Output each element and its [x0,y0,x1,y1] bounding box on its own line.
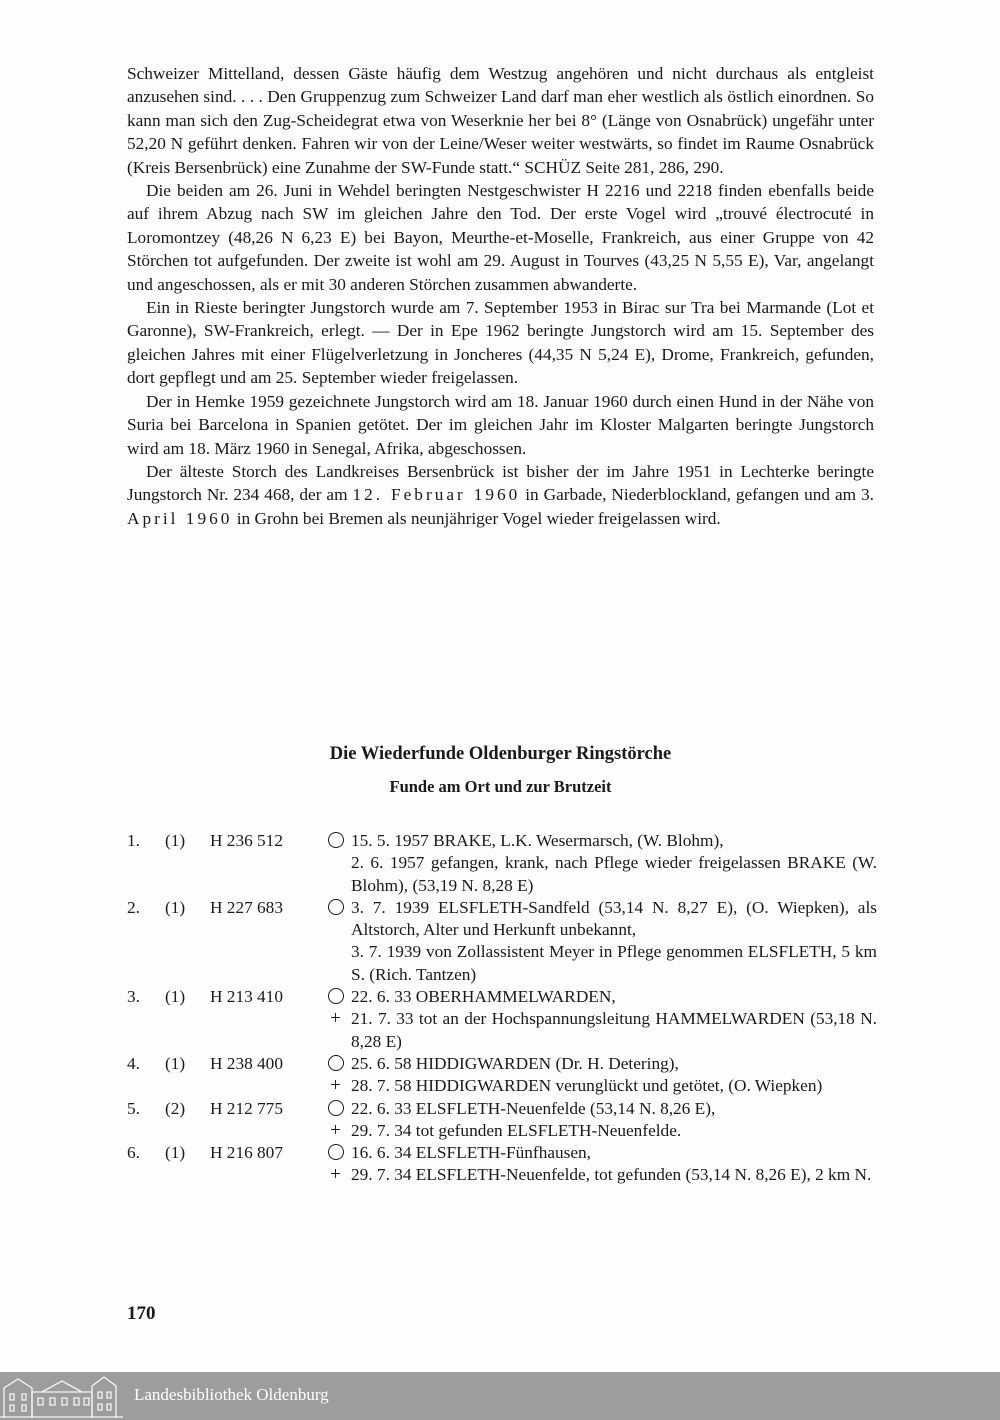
record-number: 6. [127,1143,140,1163]
record-item [127,830,877,897]
record-symbol [320,1142,351,1164]
ring-id: H 212 775 [210,1098,283,1118]
text-span: in Garbade, Niederblockland, gefangen und am 3. [520,485,874,505]
paragraph: Die beiden am 26. Juni in Wehdel beringten Nestgeschwister H 2216 und 2218 finden ebenfalls beide auf ihrem Abzug nach SW im gleichen Jahre den Tod. Der erste Vogel wird „trouvé électrocuté in Loromontzey (48,26 N 6,23 E) bei Bayon, Meurthe-et-Moselle, Frankreich, aus einer Gruppe von 42 Störchen tot aufgefunden. Der zweite ist wohl am 29. August in Tourves (43,25 N 5,55 E), Var, angelangt und angeschossen, als er mit 30 anderen Störchen zusammen abwanderte. [127,181,874,294]
record-symbol [320,897,351,919]
page-number: 170 [127,1303,156,1324]
record-number: 2. [127,897,140,917]
paragraph: Ein in Rieste beringter Jungstorch wurde am 7. September 1953 in Birac sur Tra bei Marmande (Lot et Garonne), SW-Frankreich, erlegt. — Der in Epe 1962 beringte Jungstorch wird am 15. September des gleichen Jahres mit einer Flügelverletzung in Joncheres (44,35 N 5,24 E), Drome, Frankreich, gefunden, dort gepflegt und am 25. September wieder freigelassen. [127,298,874,388]
record-symbol [320,1008,351,1030]
record-count: (1) [165,897,186,917]
record-symbol [320,1120,351,1142]
record-line [127,1142,877,1164]
section-title: Die Wiederfunde Oldenburger Ringstörche [329,744,672,764]
record-text: 2. 6. 1957 gefangen, krank, nach Pflege wieder freigelassen BRAKE (W. Blohm), (53,19 N. 8,28 E) [351,853,877,895]
record-line [127,897,877,942]
ringed-circle-icon [328,988,344,1004]
text-span: Der älteste Storch des Landkreises Bersenbrück ist bisher der im Jahre 1951 in Lechterke beringte Jungstorch Nr. 234 468, der am [127,461,874,505]
record-symbol [320,1075,351,1097]
record-count: (1) [165,987,186,1007]
record-count: (2) [165,1098,186,1118]
record-text: 29. 7. 34 ELSFLETH-Neuenfelde, tot gefunden (53,14 N. 8,26 E), 2 km N. [351,1165,872,1185]
ringed-circle-icon [328,899,344,915]
ring-id: H 238 400 [210,1053,283,1073]
record-symbol [320,1098,351,1120]
spaced-date: 12. Februar 1960 [352,485,521,505]
record-text: 29. 7. 34 tot gefunden ELSFLETH-Neuenfelde. [351,1120,682,1140]
record-text: 15. 5. 1957 BRAKE, L.K. Wesermarsch, (W. Blohm), [351,831,724,850]
footer-bar [0,1372,1000,1420]
record-item [127,897,877,986]
record-item [127,1142,877,1187]
record-text: 22. 6. 33 ELSFLETH-Neuenfelde (53,14 N. 8,26 E), [351,1098,716,1118]
ring-id: H 236 512 [210,831,283,850]
record-line [127,1120,877,1142]
record-symbol [320,830,351,852]
record-item [127,1098,877,1143]
record-symbol [320,1164,351,1186]
record-number: 3. [127,987,140,1007]
record-text: 25. 6. 58 HIDDIGWARDEN (Dr. H. Detering), [351,1053,679,1073]
ring-id: H 227 683 [210,897,283,917]
record-number: 4. [127,1053,140,1073]
record-item [127,986,877,1053]
ringed-circle-icon [328,1144,344,1160]
death-cross-icon: + [330,1075,341,1097]
record-line [127,1098,877,1120]
paragraph-last [127,460,874,530]
record-line [127,1053,877,1075]
spaced-date: April 1960 [127,508,233,528]
record-line [127,852,877,897]
library-name: Landesbibliothek Oldenburg [134,1385,329,1404]
record-text: 3. 7. 1939 von Zollassistent Meyer in Pflege genommen ELSFLETH, 5 km S. (Rich. Tantzen) [351,942,877,984]
library-building-icon [0,1374,123,1418]
record-text: 16. 6. 34 ELSFLETH-Fünfhausen, [351,1143,591,1163]
ring-id: H 213 410 [210,987,283,1007]
record-text: 21. 7. 33 tot an der Hochspannungsleitung HAMMELWARDEN (53,18 N. 8,28 E) [351,1009,877,1051]
record-number: 1. [127,831,140,850]
record-text: 28. 7. 58 HIDDIGWARDEN verunglückt und getötet, (O. Wiepken) [351,1076,823,1096]
record-line [127,1075,877,1097]
record-text: 3. 7. 1939 ELSFLETH-Sandfeld (53,14 N. 8,27 E), (O. Wiepken), als Altstorch, Alter und Herkunft unbekannt, [351,897,877,940]
ringed-circle-icon [328,832,344,848]
ringed-circle-icon [328,1055,344,1071]
record-text: 22. 6. 33 OBERHAMMELWARDEN, [351,987,616,1007]
record-line [127,941,877,986]
record-line [127,1164,877,1186]
section-subtitle: Funde am Ort und zur Brutzeit [389,777,612,796]
record-symbol [320,1053,351,1075]
record-symbol [320,986,351,1008]
record-count: (1) [165,831,186,850]
record-number: 5. [127,1098,140,1118]
death-cross-icon: + [330,1164,341,1186]
record-line [127,830,877,852]
record-count: (1) [165,1053,186,1073]
paragraph: Schweizer Mittelland, dessen Gäste häufig dem Westzug angehören und nicht durchaus als entgleist anzusehen sind. . . . Den Gruppenzug zum Schweizer Land darf man eher westlich als östlich einordnen. So kann man sich den Zug-Scheidegrat etwa von Weserknie her bei 8° (Länge von Osnabrück) ungefähr unter 52,20 N geführt denken. Fahren wir von der Leine/Weser weiter westwärts, so findet im Raume Osnabrück (Kreis Bersenbrück) eine Zunahme der SW-Funde statt.“ SCHÜZ Seite 281, 286, 290. [127,64,874,177]
ringed-circle-icon [328,1100,344,1116]
paragraph: Der in Hemke 1959 gezeichnete Jungstorch wird am 18. Januar 1960 durch einen Hund in der Nähe von Suria bei Barcelona in Spanien getötet. Der im gleichen Jahr im Kloster Malgarten beringte Jungstorch wird am 18. März 1960 in Senegal, Afrika, abgeschossen. [127,391,874,458]
text-span: in Grohn bei Bremen als neunjähriger Vogel wieder freigelassen wird. [232,508,721,528]
death-cross-icon: + [330,1008,341,1030]
body-text [127,62,874,530]
ring-records-list [127,830,877,1187]
ring-id: H 216 807 [210,1143,283,1163]
death-cross-icon: + [330,1119,341,1141]
record-item [127,1053,877,1098]
record-line [127,986,877,1008]
record-line [127,1008,877,1053]
record-count: (1) [165,1143,186,1163]
